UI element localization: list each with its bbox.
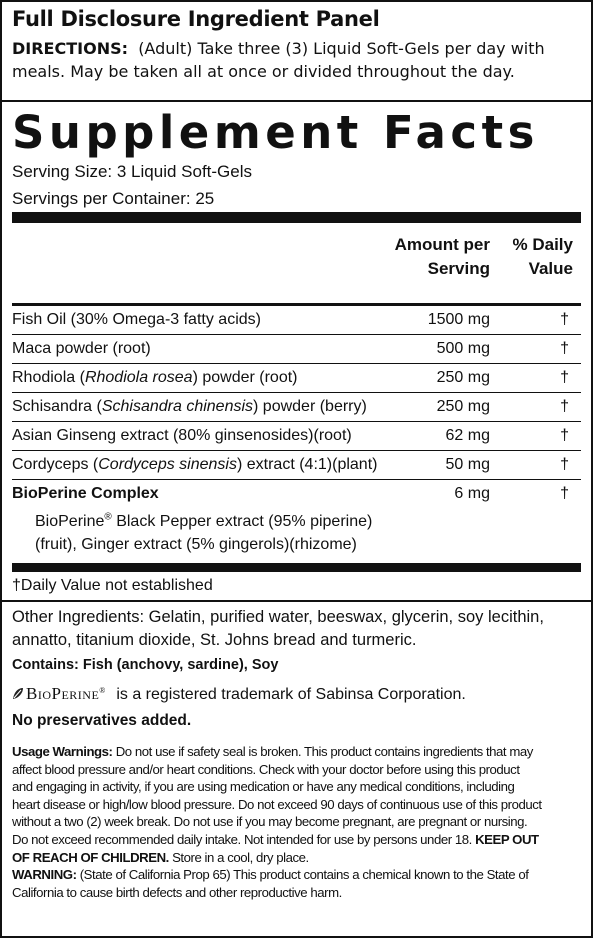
- dagger-mark: †: [560, 427, 569, 444]
- ingredient-name: Maca powder (root): [12, 340, 151, 357]
- other-ingredients: [12, 606, 581, 652]
- warning-line: California to cause birth defects and other reproductive harm.: [12, 884, 342, 900]
- ingredient-name: [12, 364, 297, 392]
- complex-detail: [35, 510, 372, 556]
- detail-text: Black Pepper extract (95% piperine): [111, 513, 373, 530]
- ingredient-row: [12, 393, 581, 422]
- dagger-mark: †: [560, 369, 569, 386]
- storage-text: Store in a cool, dry place.: [168, 849, 309, 865]
- column-headers: [12, 223, 581, 306]
- ingredient-amount: 1500 mg: [427, 311, 490, 328]
- ingredient-amount: 50 mg: [445, 456, 490, 473]
- dagger-mark: †: [560, 398, 569, 415]
- latin-name: Schisandra chinensis: [101, 398, 254, 415]
- amount-header-line-2: Serving: [427, 259, 490, 278]
- name-text: ) extract (4:1)(plant): [236, 456, 378, 473]
- bioperine-logo: [12, 679, 106, 706]
- detail-text: BioPerine: [35, 513, 105, 530]
- ingredient-name: [12, 393, 367, 421]
- prop65-label: WARNING:: [12, 867, 77, 883]
- warning-line: heart disease or high/low blood pressure. Do not exceed 90 days of continuous use of this product: [12, 796, 542, 812]
- trademark-text: is a registered trademark of Sabinsa Corporation.: [116, 686, 466, 703]
- warning-line: [12, 743, 581, 761]
- serving-size: Serving Size: 3 Liquid Soft-Gels: [12, 162, 253, 181]
- name-text: ) powder (root): [192, 369, 298, 386]
- usage-warnings: [12, 743, 581, 901]
- registered-mark: ®: [104, 511, 112, 523]
- ingredient-amount: 500 mg: [436, 340, 490, 357]
- warning-line: without a two (2) week break. Do not use if you may become pregnant, are pregnant or nursing.: [12, 814, 528, 830]
- thick-rule-bottom: [12, 563, 581, 572]
- directions-line-1: (Adult) Take three (3) Liquid Soft-Gels per day with: [138, 39, 545, 58]
- ingredient-amount: 250 mg: [436, 369, 490, 386]
- warning-text: Do not exceed recommended daily intake. Not intended for use by persons under 18.: [12, 831, 476, 847]
- trademark-statement: [12, 679, 581, 707]
- dv-header-line-2: Value: [528, 259, 573, 278]
- latin-name: Cordyceps sinensis: [98, 456, 237, 473]
- allergen-statement: Contains: Fish (anchovy, sardine), Soy: [12, 657, 279, 673]
- dv-header-line-1: % Daily: [512, 235, 573, 254]
- ingredient-row: [12, 306, 581, 335]
- logo-text: BioPerine: [26, 684, 100, 703]
- warning-text: Do not use if safety seal is broken. This product contains ingredients that may: [112, 744, 533, 759]
- dagger-mark: †: [560, 311, 569, 328]
- ingredient-name: [12, 451, 377, 479]
- latin-name: Rhodiola rosea: [84, 369, 193, 386]
- bioperine-complex-row: [12, 480, 581, 563]
- ingredient-name: Asian Ginseng extract (80% ginsenosides)(root): [12, 427, 352, 444]
- dagger-mark: †: [560, 456, 569, 473]
- ingredient-row: [12, 422, 581, 451]
- name-text: Cordyceps (: [12, 456, 99, 473]
- amount-header: [360, 233, 490, 281]
- no-preservatives: No preservatives added.: [12, 712, 192, 729]
- keep-out-text: KEEP OUT: [475, 831, 539, 847]
- name-text: Rhodiola (: [12, 369, 85, 386]
- directions-label: DIRECTIONS:: [12, 39, 129, 58]
- other-ingredients-line-1: Other Ingredients: Gelatin, purified water, beeswax, glycerin, soy lecithin,: [12, 608, 544, 626]
- complex-name: [12, 480, 159, 508]
- amount-header-line-1: Amount per: [394, 235, 490, 254]
- ingredient-name: Fish Oil (30% Omega-3 fatty acids): [12, 311, 261, 328]
- ingredient-row: [12, 335, 581, 364]
- dagger-mark: †: [560, 485, 569, 502]
- directions-line-2: meals. May be taken all at once or divided throughout the day.: [12, 62, 515, 81]
- daily-value-header: [493, 233, 573, 281]
- warning-line: and engaging in activity, if you are using medication or have any medical conditions, including: [12, 779, 515, 795]
- thick-rule: [12, 212, 581, 223]
- name-text: Schisandra (: [12, 398, 102, 415]
- keep-out-text: OF REACH OF CHILDREN.: [12, 849, 169, 865]
- other-section: [2, 602, 591, 901]
- ingredient-row: [12, 364, 581, 393]
- directions: [12, 37, 581, 83]
- name-text: ) powder (berry): [253, 398, 367, 415]
- complex-name-text: BioPerine Complex: [12, 485, 159, 502]
- dagger-mark: †: [560, 340, 569, 357]
- usage-warnings-label: Usage Warnings:: [12, 744, 113, 759]
- facts-title: Supplement Facts: [12, 106, 539, 159]
- leaf-icon: [12, 687, 24, 700]
- logo-registered-mark: ®: [99, 686, 106, 695]
- complex-amount: 6 mg: [454, 485, 490, 502]
- prop65-text: (State of California Prop 65) This product contains a chemical known to the State of: [76, 867, 529, 883]
- daily-value-footnote: †Daily Value not established: [12, 577, 213, 594]
- warning-line: affect blood pressure and/or heart conditions. Check with your doctor before using this product: [12, 761, 520, 777]
- supplement-facts: [2, 108, 591, 602]
- warning-line: [12, 849, 581, 867]
- warning-line: [12, 866, 581, 884]
- detail-text: (fruit), Ginger extract (5% gingerols)(rhizome): [35, 536, 357, 553]
- warning-line: [12, 831, 581, 849]
- panel-title: Full Disclosure Ingredient Panel: [12, 7, 380, 31]
- other-ingredients-line-2: annatto, titanium dioxide, St. Johns bread and turmeric.: [12, 631, 417, 649]
- ingredient-row: [12, 451, 581, 480]
- ingredient-amount: 250 mg: [436, 398, 490, 415]
- panel-header: [2, 2, 591, 102]
- ingredient-amount: 62 mg: [445, 427, 490, 444]
- servings-per-container: Servings per Container: 25: [12, 189, 215, 208]
